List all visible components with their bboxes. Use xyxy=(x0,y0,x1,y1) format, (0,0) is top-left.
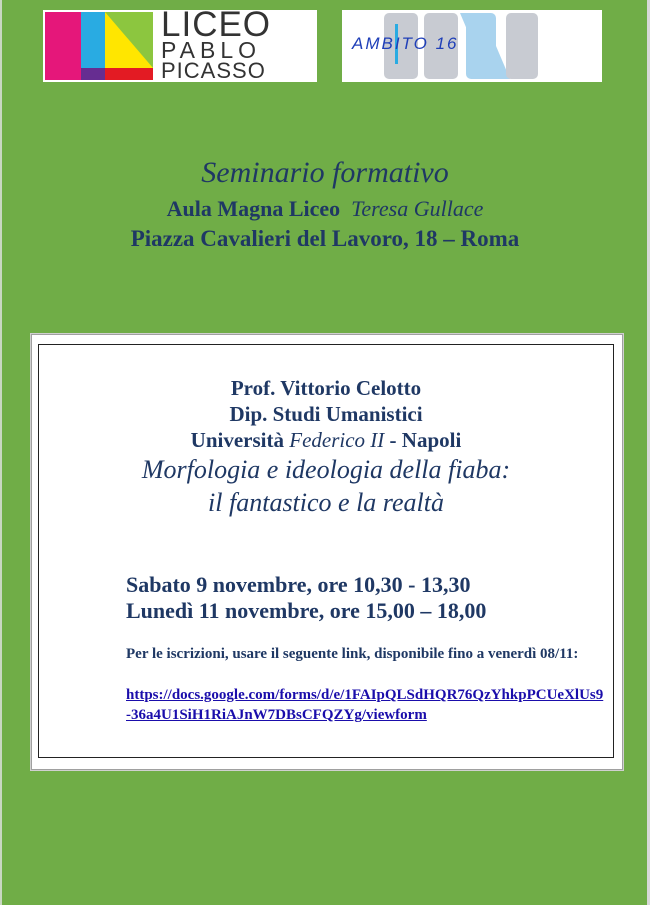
speaker-name: Prof. Vittorio Celotto xyxy=(230,376,422,400)
venue-name: Teresa Gullace xyxy=(351,196,484,221)
university-prefix: Università xyxy=(190,428,284,452)
liceo-logo-line2: PABLO xyxy=(161,37,261,63)
university-suffix: - Napoli xyxy=(389,428,462,452)
speaker-department: Dip. Studi Umanistici xyxy=(229,402,423,426)
date-second-session: Lunedì 11 novembre, ore 15,00 – 18,00 xyxy=(126,598,487,623)
liceo-logo-line1: LICEO xyxy=(161,5,272,44)
ambito-logo-text: AMBITO 16 xyxy=(352,34,459,53)
registration-link[interactable]: https://docs.google.com/forms/d/e/1FAIpQLSdHQR76QzYhkpPCUeXlUs9-36a4U1SiH1RiAJnW7DBsCFQZYg/viewform xyxy=(126,687,604,723)
event-card xyxy=(31,334,623,770)
liceo-logo-line3: PICASSO xyxy=(161,58,266,83)
event-card-inner xyxy=(38,344,614,758)
date-first-session: Sabato 9 novembre, ore 10,30 - 13,30 xyxy=(126,572,471,597)
page-edge-left xyxy=(0,0,2,905)
logo-block-cyan xyxy=(81,12,105,68)
liceo-logo-blocks xyxy=(45,12,153,80)
university-name: Federico II xyxy=(289,428,385,452)
venue-line xyxy=(0,196,650,222)
registration-note: Per le iscrizioni, usare il seguente link, disponibile fino a venerdì 08/11: xyxy=(126,646,579,662)
talk-title-line2: il fantastico e la realtà xyxy=(208,488,444,517)
ambito-16-logo xyxy=(342,10,602,82)
logo-block-magenta xyxy=(45,12,81,80)
liceo-logo-wordmark xyxy=(161,5,317,83)
speaker-university xyxy=(39,428,613,453)
venue-address: Piazza Cavalieri del Lavoro, 18 – Roma xyxy=(130,226,520,251)
talk-title-line1: Morfologia e ideologia della fiaba: xyxy=(141,455,511,484)
logo-block-purple xyxy=(81,68,105,80)
seminar-title: Seminario formativo xyxy=(201,156,449,189)
venue-prefix: Aula Magna Liceo xyxy=(166,196,341,221)
liceo-picasso-logo xyxy=(43,5,317,83)
logo-block-yellow-red xyxy=(105,12,153,80)
